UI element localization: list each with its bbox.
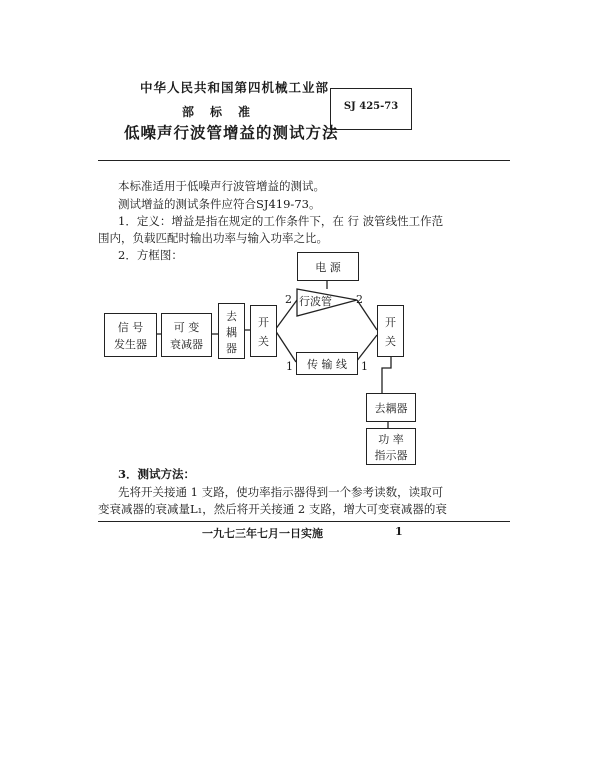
- input-switch-char2: 关: [258, 335, 269, 348]
- paragraph-conditions: 测试增益的测试条件应符合SJ419-73。: [118, 197, 321, 211]
- paragraph-definition-line1: 1．定义：增益是指在规定的工作条件下，在 行 波管线性工作范: [118, 214, 444, 228]
- decoupler-char1: 去: [226, 310, 237, 323]
- transmission-line-label: 传 输 线: [307, 358, 347, 371]
- power-indicator-line2: 指示器: [374, 449, 408, 462]
- paragraph-block-diagram: 2．方框图：: [118, 248, 183, 262]
- output-switch-box: [377, 305, 404, 357]
- page-number: 1: [395, 525, 403, 538]
- power-indicator-line1: 功 率: [378, 433, 404, 446]
- line-transline-switch: [356, 335, 377, 362]
- branch-2-left: 2: [285, 293, 292, 306]
- variable-attenuator-line1: 可 变: [173, 321, 200, 334]
- output-decoupler-box: [366, 393, 416, 422]
- output-switch-char2: 关: [385, 335, 396, 348]
- input-switch-char1: 开: [258, 316, 269, 329]
- power-indicator-box: [366, 428, 416, 465]
- signal-generator-box: [104, 313, 157, 357]
- variable-attenuator-box: [161, 313, 212, 357]
- transmission-line-box: [296, 352, 358, 375]
- twt-label: 行波管: [299, 295, 332, 308]
- variable-attenuator-line2: 衰减器: [170, 338, 203, 351]
- decoupler-box: [218, 303, 245, 359]
- branch-1-right: 1: [361, 360, 368, 373]
- decoupler-char3: 器: [226, 342, 237, 355]
- power-supply-label: 电 源: [315, 261, 341, 274]
- paragraph-test-method-line1: 先将开关接通 1 支路，使功率指示器得到一个参考读数，读取可: [118, 485, 444, 499]
- output-decoupler-label: 去耦器: [374, 402, 408, 415]
- paragraph-test-method-heading: 3．测试方法：: [118, 467, 196, 481]
- ministry-heading: 中华人民共和国第四机械工业部: [140, 80, 330, 95]
- signal-generator-line2: 发生器: [114, 338, 147, 351]
- line-switch-transline: [275, 330, 296, 362]
- power-supply-box: [297, 252, 359, 281]
- paragraph-definition-line2: 围内，负载匹配时输出功率与输入功率之比。: [98, 231, 328, 245]
- footer-divider: [98, 521, 510, 522]
- branch-1-left: 1: [286, 360, 293, 373]
- line-switch-decoupler: [382, 356, 391, 393]
- output-switch-char1: 开: [385, 316, 396, 329]
- standard-type: 部标准: [182, 105, 267, 119]
- paragraph-scope: 本标准适用于低噪声行波管增益的测试。: [118, 179, 325, 193]
- branch-2-right: 2: [356, 293, 363, 306]
- signal-generator-line1: 信 号: [117, 321, 144, 334]
- input-switch-box: [250, 305, 277, 357]
- page-title: 低噪声行波管增益的测试方法: [124, 123, 339, 142]
- decoupler-char2: 耦: [226, 326, 237, 339]
- effective-date: 一九七三年七月一日实施: [202, 527, 323, 540]
- paragraph-test-method-line2: 变衰减器的衰减量L₁，然后将开关接通 2 支路，增大可变衰减器的衰: [98, 502, 447, 516]
- standard-code: SJ 425-73: [343, 101, 399, 112]
